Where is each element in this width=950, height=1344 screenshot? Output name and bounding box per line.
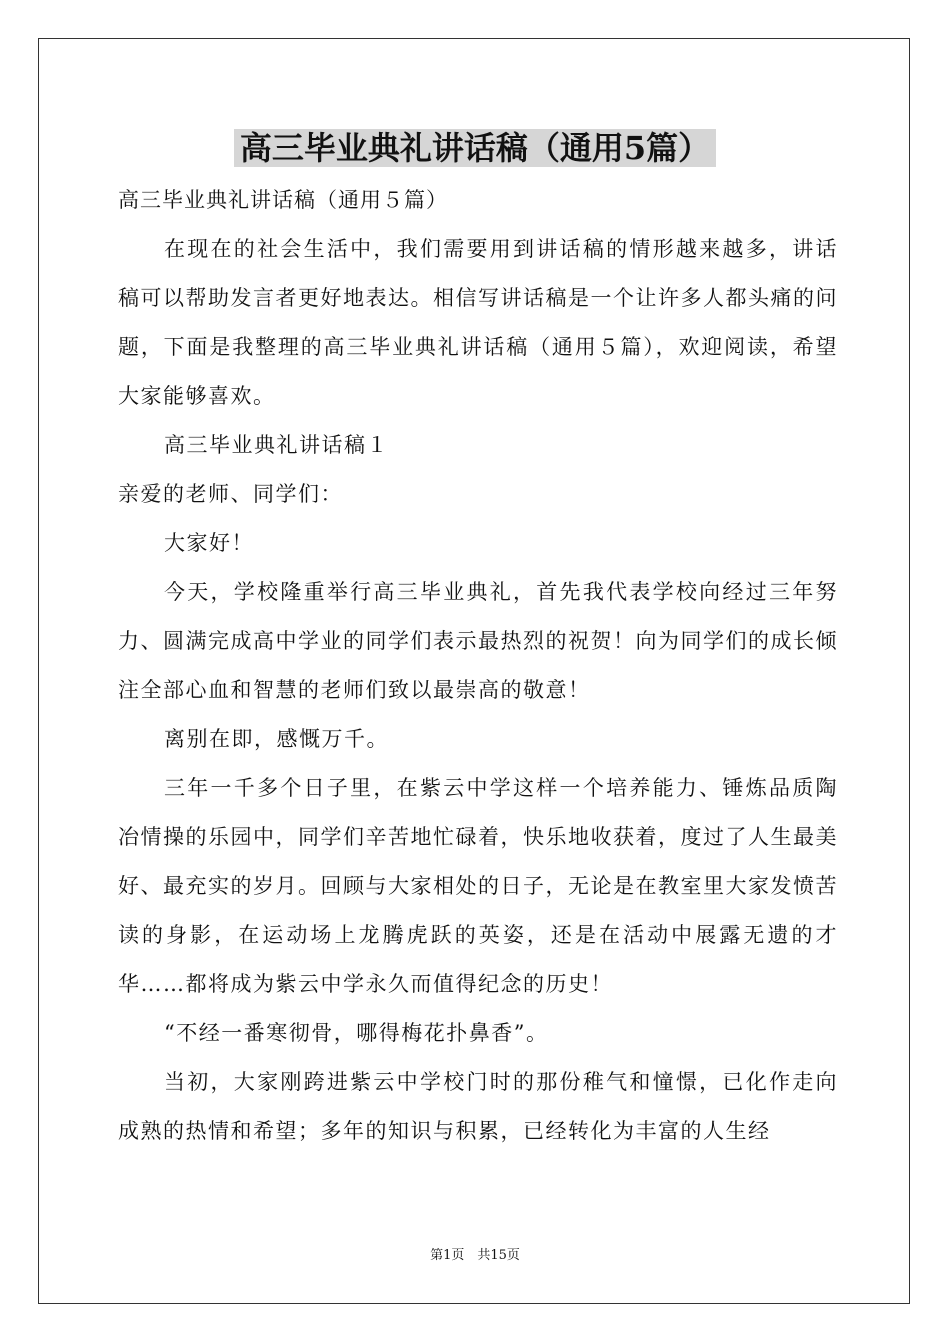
body-paragraph: 三年一千多个日子里，在紫云中学这样一个培养能力、锤炼品质陶冶情操的乐园中，同学们辛苦地忙碌着，快乐地收获着，度过了人生最美好、最充实的岁月。回顾与大家相处的日子，无论是在教室里大家发愤苦读的身影，在运动场上龙腾虎跃的英姿，还是在活动中展露无遗的才华……都将成为紫云中学永久而值得纪念的历史！ — [118, 776, 838, 996]
quote-paragraph: “不经一番寒彻骨，哪得梅花扑鼻香”。 — [164, 1021, 549, 1045]
document-title — [0, 126, 950, 170]
body-paragraph: 当初，大家刚跨进紫云中学校门时的那份稚气和憧憬，已化作走向成熟的热情和希望；多年的知识与积累，已经转化为丰富的人生经 — [118, 1070, 838, 1143]
document-body — [118, 176, 838, 1156]
section-heading: 高三毕业典礼讲话稿１ — [164, 433, 389, 457]
greeting: 大家好！ — [164, 531, 254, 555]
page-footer — [0, 1246, 950, 1266]
page-number: 第1页 共15页 — [430, 1248, 520, 1263]
body-paragraph: 离别在即，感慨万千。 — [164, 727, 389, 751]
document-title-text: 高三毕业典礼讲话稿（通用5篇） — [234, 129, 716, 167]
intro-paragraph: 在现在的社会生活中，我们需要用到讲话稿的情形越来越多，讲话稿可以帮助发言者更好地表达。相信写讲话稿是一个让许多人都头痛的问题，下面是我整理的高三毕业典礼讲话稿（通用５篇），欢迎阅读，希望大家能够喜欢。 — [118, 237, 838, 408]
salutation: 亲爱的老师、同学们： — [118, 482, 343, 506]
body-paragraph: 今天，学校隆重举行高三毕业典礼，首先我代表学校向经过三年努力、圆满完成高中学业的同学们表示最热烈的祝贺！向为同学们的成长倾注全部心血和智慧的老师们致以最崇高的敬意！ — [118, 580, 838, 702]
document-subtitle: 高三毕业典礼讲话稿（通用５篇） — [118, 188, 448, 212]
